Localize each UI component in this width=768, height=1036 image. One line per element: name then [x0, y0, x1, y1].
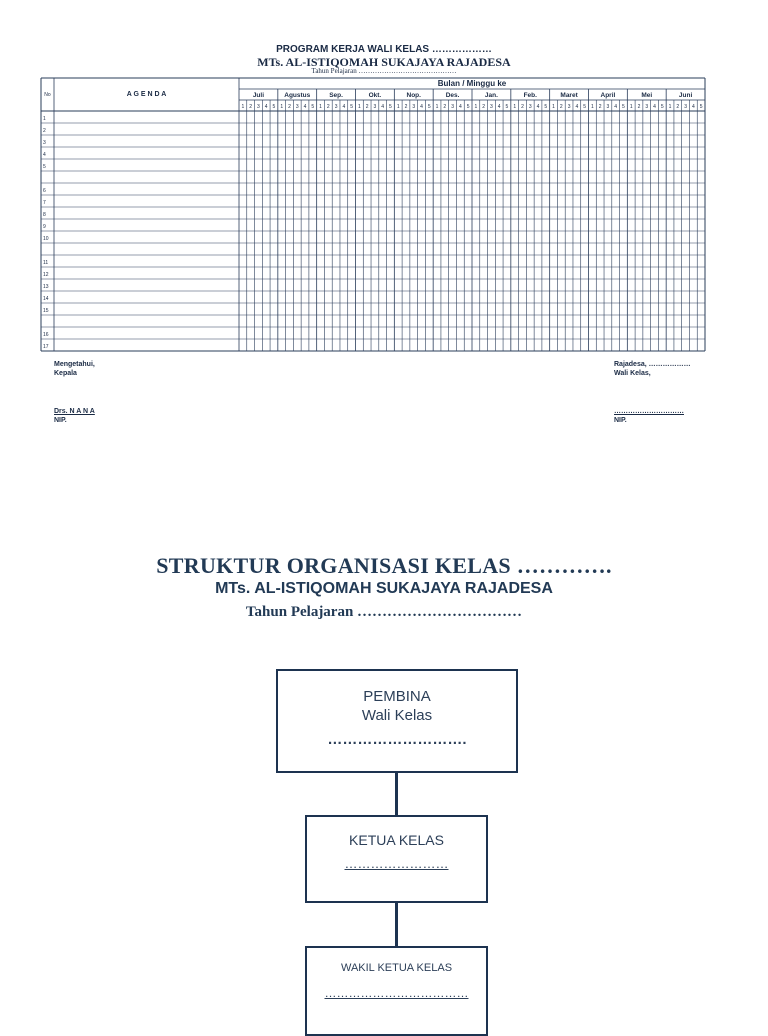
week-number: 4 [536, 104, 540, 110]
ketua-name: …………………… [344, 856, 449, 871]
week-number: 5 [311, 104, 315, 110]
sign-right-block [614, 360, 691, 378]
week-number: 5 [583, 104, 587, 110]
month-label: Sep. [329, 92, 343, 99]
week-number: 5 [699, 104, 703, 110]
month-label: Juni [678, 92, 693, 99]
sign-right-line2: Wali Kelas, [614, 370, 651, 377]
pembina-subtitle: Wali Kelas [361, 707, 433, 724]
sign-left-nip: NIP. [54, 417, 67, 424]
week-number: 2 [637, 104, 641, 110]
week-number: 4 [303, 104, 307, 110]
month-label: Mei [641, 92, 653, 99]
week-number: 3 [606, 104, 610, 110]
row-number: 14 [43, 296, 49, 302]
month-label: Maret [560, 92, 578, 99]
no-header: No [44, 92, 51, 98]
week-number: 1 [668, 104, 672, 110]
week-number: 1 [513, 104, 517, 110]
struktur-school: MTs. AL-ISTIQOMAH SUKAJAYA RAJADESA [215, 580, 553, 597]
wakil-name: ……………………………… [324, 986, 469, 1000]
week-number: 3 [412, 104, 416, 110]
week-number: 4 [575, 104, 579, 110]
week-number: 2 [482, 104, 486, 110]
connector-2 [395, 903, 398, 946]
row-number: 1 [43, 116, 46, 122]
week-number: 4 [458, 104, 462, 110]
month-label: Agustus [284, 92, 311, 99]
week-number: 5 [272, 104, 276, 110]
week-number: 2 [365, 104, 369, 110]
pembina-box [276, 669, 518, 773]
sign-right-line1: Rajadesa, ……………… [614, 361, 691, 368]
row-number: 3 [43, 140, 46, 146]
sign-left-name: Drs. N A N A [54, 408, 95, 415]
wakil-box [305, 946, 488, 1036]
week-number: 4 [614, 104, 618, 110]
week-number: 5 [505, 104, 509, 110]
pembina-name: ………………………. [327, 731, 467, 748]
week-number: 5 [622, 104, 625, 110]
row-number: 6 [43, 188, 46, 194]
row-number: 16 [43, 332, 49, 338]
row-number: 8 [43, 212, 46, 218]
row-number: 10 [43, 236, 49, 242]
week-number: 3 [490, 104, 493, 110]
row-number: 7 [43, 200, 46, 206]
week-number: 3 [451, 104, 454, 110]
month-label: Nop. [406, 92, 421, 99]
week-number: 4 [381, 104, 385, 110]
week-number: 1 [319, 104, 322, 110]
row-number: 15 [43, 308, 49, 314]
month-label: Okt. [368, 92, 382, 99]
row-number: 13 [43, 284, 49, 290]
month-label: Juli [252, 92, 265, 99]
week-number: 2 [676, 104, 680, 110]
struktur-title: STRUKTUR ORGANISASI KELAS …………. [156, 553, 612, 578]
week-number: 2 [559, 104, 563, 110]
month-label: April [600, 92, 616, 99]
sign-left-line1: Mengetahui, [54, 361, 95, 368]
sign-left-name-block [54, 407, 95, 425]
week-number: 3 [257, 104, 260, 110]
week-number: 1 [241, 104, 245, 110]
week-number: 1 [552, 104, 555, 110]
ketua-box [305, 815, 488, 903]
week-number: 4 [342, 104, 346, 110]
program-year: Tahun Pelajaran …………………………………… [311, 67, 457, 75]
program-table [0, 0, 768, 360]
week-number: 3 [295, 104, 299, 110]
month-label: Feb. [523, 92, 537, 99]
week-number: 4 [691, 104, 695, 110]
week-number: 2 [404, 104, 408, 110]
week-number: 5 [466, 104, 470, 110]
week-number: 5 [660, 104, 664, 110]
week-number: 1 [629, 104, 633, 110]
week-number: 1 [435, 104, 439, 110]
week-number: 2 [249, 104, 253, 110]
pembina-title: PEMBINA [363, 688, 431, 705]
week-number: 3 [334, 104, 338, 110]
sign-left-line2: Kepala [54, 370, 77, 377]
month-label: Des. [445, 92, 460, 99]
week-number: 1 [357, 104, 361, 110]
week-number: 3 [684, 104, 687, 110]
week-number: 2 [288, 104, 291, 110]
week-number: 1 [280, 104, 284, 110]
sign-right-nip: NIP. [614, 417, 627, 424]
month-label: Jan. [484, 92, 498, 99]
week-number: 1 [474, 104, 478, 110]
sign-right-name: ………………………… [614, 408, 684, 415]
agenda-header: A G E N D A [126, 91, 167, 98]
week-number: 5 [427, 104, 431, 110]
row-number: 12 [43, 272, 49, 278]
week-number: 2 [598, 104, 602, 110]
week-number: 5 [544, 104, 548, 110]
week-number: 2 [521, 104, 524, 110]
week-number: 4 [653, 104, 656, 110]
struktur-year: Tahun Pelajaran …………………………… [245, 604, 523, 620]
row-number: 17 [43, 344, 49, 350]
week-number: 2 [326, 104, 330, 110]
program-school: MTs. AL-ISTIQOMAH SUKAJAYA RAJADESA [257, 55, 511, 69]
row-number: 5 [43, 164, 46, 170]
week-number: 2 [443, 104, 447, 110]
week-number: 4 [497, 104, 501, 110]
week-number: 4 [264, 104, 268, 110]
week-number: 3 [567, 104, 571, 110]
program-title: PROGRAM KERJA WALI KELAS ……………… [276, 44, 492, 55]
ketua-title: KETUA KELAS [349, 832, 444, 848]
week-number: 1 [590, 104, 594, 110]
week-number: 4 [420, 104, 423, 110]
week-number: 3 [528, 104, 532, 110]
row-number: 9 [43, 224, 46, 230]
row-number: 2 [43, 128, 46, 134]
row-number: 4 [43, 152, 46, 158]
row-number: 11 [43, 260, 49, 266]
connector-1 [395, 773, 398, 815]
week-number: 1 [396, 104, 400, 110]
week-number: 5 [350, 104, 354, 110]
week-number: 3 [373, 104, 377, 110]
month-group-header: Bulan / Minggu ke [437, 79, 507, 88]
week-number: 3 [645, 104, 649, 110]
wakil-title: WAKIL KETUA KELAS [340, 962, 453, 974]
sign-right-name-block [614, 407, 684, 425]
week-number: 5 [389, 104, 392, 110]
sign-left-block [54, 360, 95, 378]
